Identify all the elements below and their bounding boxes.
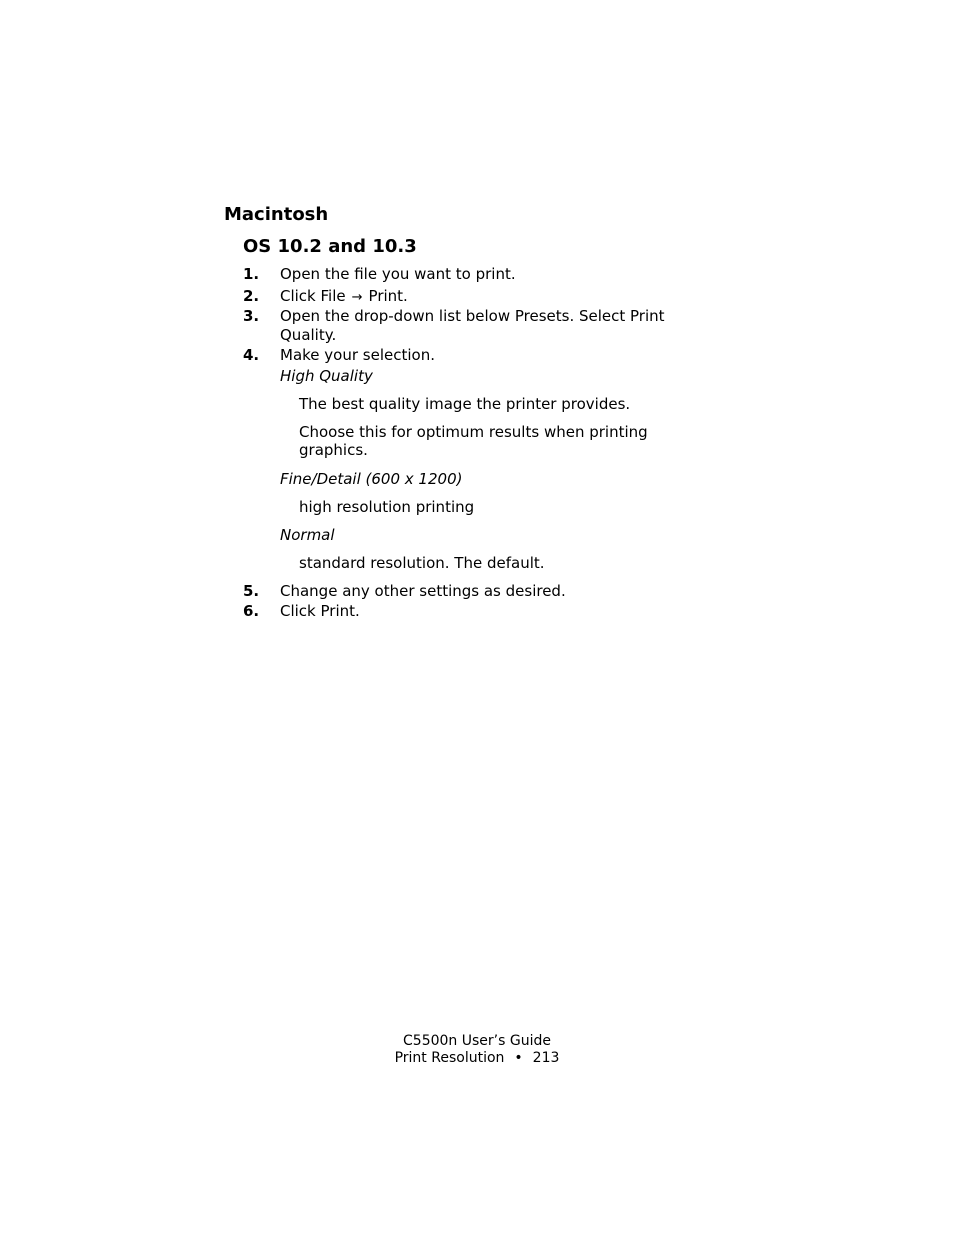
- footer-page-number: 213: [532, 1050, 560, 1066]
- step-number: 5.: [243, 582, 260, 600]
- step-number: 2.: [243, 287, 260, 305]
- step-number: 1.: [243, 265, 260, 283]
- option-name: High Quality: [280, 367, 373, 385]
- right-arrow-icon: →: [351, 290, 363, 305]
- option-description: standard resolution. The default.: [299, 554, 545, 572]
- step-text: Open the file you want to print.: [280, 265, 516, 283]
- footer-guide-title: C5500n User’s Guide: [403, 1033, 551, 1049]
- step-text: Click Print.: [280, 602, 360, 620]
- footer-section: Print Resolution: [394, 1050, 505, 1066]
- section-heading: Macintosh: [224, 204, 329, 225]
- bullet-icon: •: [514, 1050, 523, 1066]
- step-text: Open the drop-down list below Presets. Select Print Quality.: [280, 307, 665, 344]
- footer-page-info: [0, 1050, 954, 1067]
- option-name: Normal: [280, 526, 335, 544]
- step-text-before: Click File: [280, 287, 346, 305]
- step-text: [280, 287, 710, 307]
- step-number: 3.: [243, 307, 260, 325]
- step-text: Make your selection.: [280, 346, 435, 364]
- step-text-after: Print.: [368, 287, 408, 305]
- step-number: 6.: [243, 602, 260, 620]
- option-name: Fine/Detail (600 x 1200): [280, 470, 463, 488]
- option-description: The best quality image the printer provides.: [299, 395, 631, 413]
- option-description: high resolution printing: [299, 498, 475, 516]
- step-number: 4.: [243, 346, 260, 364]
- subsection-heading: OS 10.2 and 10.3: [243, 236, 417, 257]
- option-description: Choose this for optimum results when printing graphics.: [299, 423, 648, 459]
- step-text: Change any other settings as desired.: [280, 582, 566, 600]
